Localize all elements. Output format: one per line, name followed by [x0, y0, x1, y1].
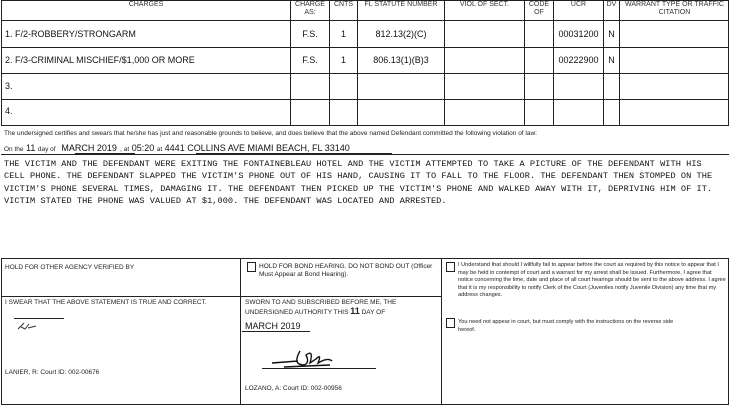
header-cnts: CNTS [333, 1, 354, 8]
header-code-of: CODE OF [528, 1, 550, 16]
dv-flag: N [608, 29, 615, 39]
charge-description: 3. [5, 81, 13, 91]
narrative-text: THE VICTIM AND THE DEFENDANT WERE EXITING THE FONTAINEBLEAU HOTEL AND THE VICTIM ATTEMPTED TO TAKE A PICTURE OF THE DEFENDANT WITH HIS CELL PHONE. THE DEFENDANT SLAPPED THE VICTIM'S PHONE OUT OF HIS HAND, CAUSING IT TO FALL TO THE FLOOR. THE DEFENDANT THEN STOMPED ON THE VICTIM'S PHONE SEVERAL TIMES, DAMAGING IT. THE DEFENDANT THEN PICKED UP THE VICTIM'S PHONE AND WALKED AWAY WITH IT, DEPRIVING HIM OF IT. VICTIM STATED THE PHONE WAS VALUED AT $1,000. THE DEFENDANT WAS LOCATED AND ARRESTED. [4, 159, 713, 207]
header-charge-as: CHARGE AS: [295, 1, 325, 16]
hold-bond-checkbox[interactable] [247, 262, 256, 272]
understand-checkbox[interactable] [446, 262, 455, 272]
header-fl-statute: FL STATUTE NUMBER [364, 1, 438, 8]
header-dv: DV [606, 1, 617, 8]
hold-other-agency-label: HOLD FOR OTHER AGENCY VERIFIED BY [5, 264, 135, 271]
hold-bond-label: HOLD FOR BOND HEARING. DO NOT BOND OUT (Officer Must Appear at Bond Hearing). [259, 263, 433, 278]
understand-text: I Understand that should I willfully fail to appear before the court as required by this notice to appear that I may be held in contempt of court and a warrant for my arrest shall be issued. Furthermore, I agree that notice concerning the time, date and place of all court hearings should be sent to the above address. I agree that it is my responsibility to notify Clerk of the Court (Juveniles notify Juvenile Division) any time that my address changes. [458, 262, 726, 299]
sworn-day: 11 [350, 306, 360, 316]
on-the-label: On the [4, 146, 24, 153]
swear-statement: I SWEAR THAT THE ABOVE STATEMENT IS TRUE AND CORRECT. [5, 299, 207, 306]
dv-flag: N [608, 55, 615, 65]
sworn-day-of: DAY OF [361, 309, 386, 316]
sworn-month: MARCH 2019 [245, 321, 301, 331]
header-charges: CHARGES [128, 1, 164, 8]
certify-text: The undersigned certifies and swears that he/she has just and reasonable grounds to believe, and does believe that the above named Defendant committed the following violation of law: [4, 130, 537, 137]
at-label-1: , at [120, 146, 130, 153]
header-ucr: UCR [570, 1, 587, 8]
ucr-code: 00222900 [558, 55, 599, 65]
initials-signature-icon [16, 320, 40, 332]
charge-description: 1. F/2-ROBBERY/STRONGARM [5, 29, 136, 39]
officer-right-id: LOZANO, A: Court ID: 002-00956 [245, 385, 342, 392]
statute-number: 812.13(2)(C) [375, 29, 427, 39]
sworn-text: SWORN TO AND SUBSCRIBED BEFORE ME, THE UNDERSIGNED AUTHORITY THIS [245, 299, 397, 316]
charge-description: 4. [5, 106, 13, 116]
need-not-appear-checkbox[interactable] [446, 318, 455, 328]
offense-time: 05:20 [131, 143, 155, 153]
statute-number: 806.13(1)(B)3 [373, 55, 429, 65]
charge-as: F.S. [302, 55, 318, 65]
at-label-2: at [156, 146, 163, 153]
officer-left-id: LANIER, R: Court ID: 002-00676 [5, 369, 100, 376]
offense-day: 11 [26, 143, 36, 153]
offense-location: 4441 COLLINS AVE MIAMI BEACH, FL 33140 [164, 143, 350, 153]
header-warrant: WARRANT TYPE OR TRAFFIC CITATION [625, 1, 724, 16]
charge-count: 1 [340, 29, 346, 39]
need-not-appear-text: You need not appear in court, but must comply with the instructions on the reverse side hereof. [458, 319, 674, 333]
sworn-block [245, 299, 439, 317]
charge-count: 1 [340, 55, 346, 65]
day-of-label: day of [37, 146, 56, 153]
ucr-code: 00031200 [558, 29, 599, 39]
offense-month-year: MARCH 2019 [61, 143, 117, 153]
charge-as: F.S. [302, 29, 318, 39]
header-viol-of-sect: VIOL OF SECT. [459, 1, 510, 8]
charge-description: 2. F/3-CRIMINAL MISCHIEF/$1,000 OR MORE [5, 55, 195, 65]
